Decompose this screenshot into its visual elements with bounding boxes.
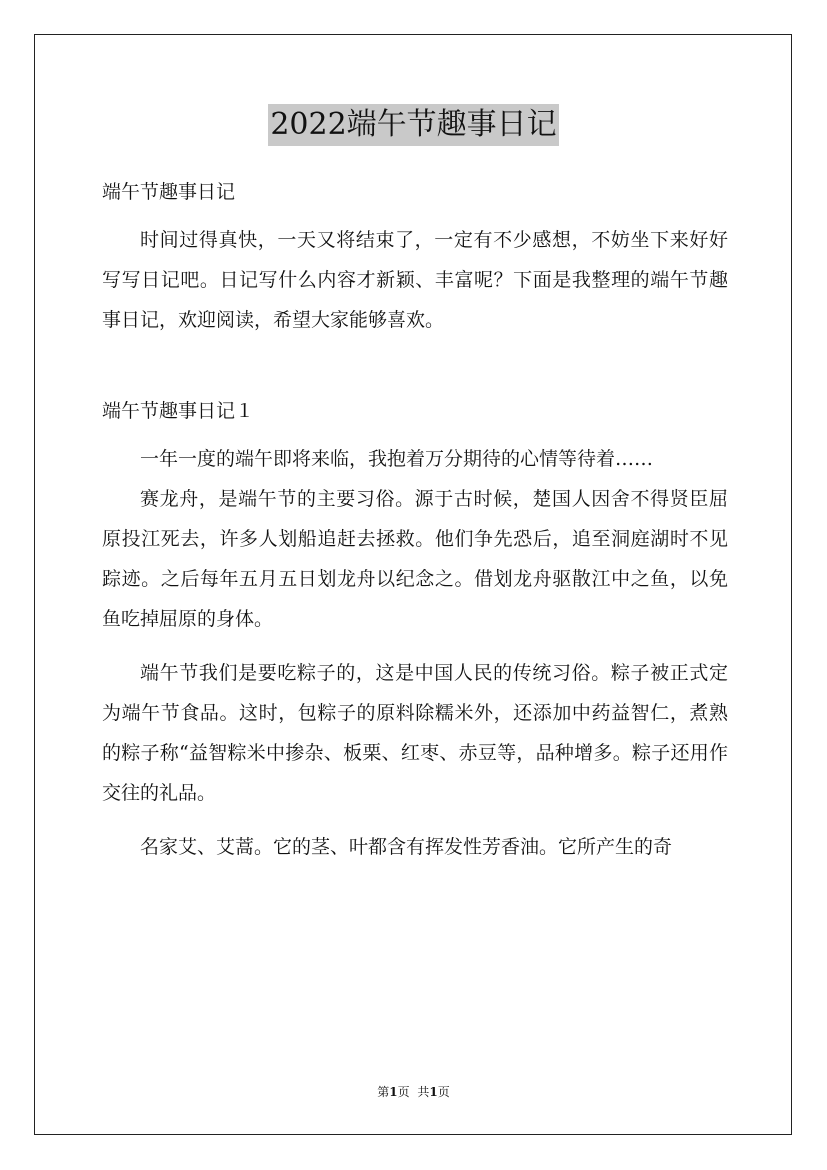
page-footer <box>0 1085 827 1099</box>
body-paragraph: 赛龙舟，是端午节的主要习俗。源于古时候，楚国人因舍不得贤臣屈原投江死去，许多人划船追赶去拯救。他们争先恐后，追至洞庭湖时不见踪迹。之后每年五月五日划龙舟以纪念之。借划龙舟驱散江中之鱼，以免鱼吃掉屈原的身体。 <box>102 488 728 630</box>
intro-paragraph: 时间过得真快，一天又将结束了，一定有不少感想，不妨坐下来好好写写日记吧。日记写什么内容才新颖、丰富呢？下面是我整理的端午节趣事日记，欢迎阅读，希望大家能够喜欢。 <box>102 229 728 331</box>
document-body <box>102 172 728 867</box>
section-heading: 端午节趣事日记１ <box>102 400 255 422</box>
page-prefix: 第 <box>377 1085 390 1099</box>
page-number: 1 <box>389 1085 398 1099</box>
total-suffix: 页 <box>437 1085 450 1099</box>
total-pages: 1 <box>429 1085 438 1099</box>
section-heading: 端午节趣事日记 <box>102 181 236 203</box>
body-paragraph: 端午节我们是要吃粽子的，这是中国人民的传统习俗。粽子被正式定为端午节食品。这时，包粽子的原料除糯米外，还添加中药益智仁，煮熟的粽子称“益智粽米中掺杂、板栗、红枣、赤豆等，品种增多。粽子还用作交往的礼品。 <box>102 662 728 804</box>
page-suffix: 页 <box>397 1085 410 1099</box>
body-paragraph: 一年一度的端午即将来临，我抱着万分期待的心情等待着…… <box>140 448 654 470</box>
document-title: 2022端午节趣事日记 <box>268 104 558 146</box>
body-paragraph: 名家艾、艾蒿。它的茎、叶都含有挥发性芳香油。它所产生的奇 <box>140 836 673 858</box>
total-prefix: 共 <box>417 1085 430 1099</box>
document-title-wrap <box>0 104 827 146</box>
